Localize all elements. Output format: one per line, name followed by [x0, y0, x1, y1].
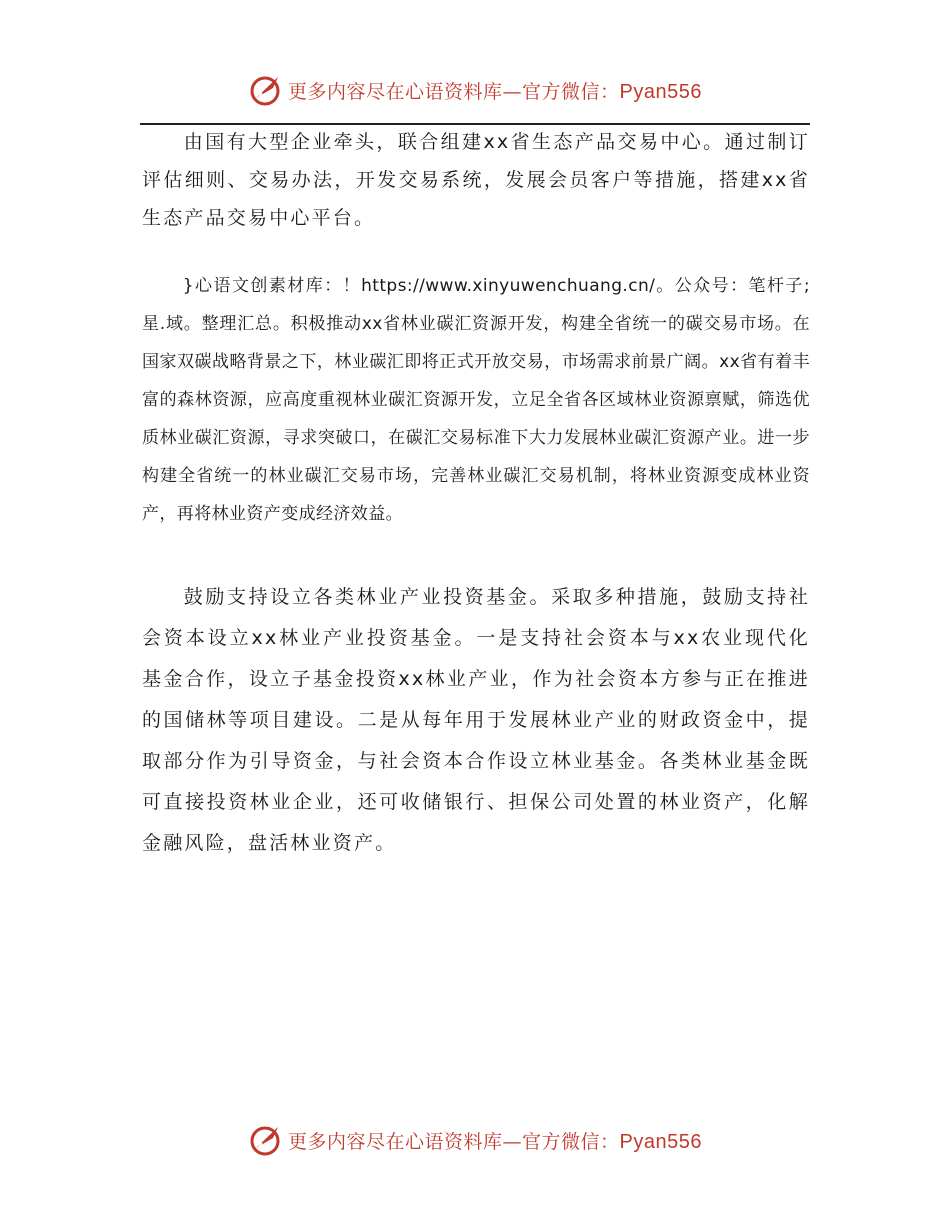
- header-banner-text: 更多内容尽在心语资料库—官方微信：Pyan556: [288, 80, 702, 103]
- footer-banner: [0, 1120, 950, 1160]
- header-wechat-id: Pyan556: [619, 80, 702, 103]
- quill-logo-icon: [248, 1122, 284, 1158]
- header-banner: [0, 70, 950, 110]
- paragraph-3: 鼓励支持设立各类林业产业投资基金。采取多种措施，鼓励支持社会资本设立xx林业产业投资基金。一是支持社会资本与xx农业现代化基金合作，设立子基金投资xx林业产业，作为社会资本方参与正在推进的国储林等项目建设。二是从每年用于发展林业产业的财政资金中，提取部分作为引导资金，与社会资本合作设立林业基金。各类林业基金既可直接投资林业企业，还可收储银行、担保公司处置的林业资产，化解金融风险，盘活林业资产。: [142, 586, 810, 854]
- quill-logo-icon: [248, 72, 284, 108]
- footer-wechat-id: Pyan556: [619, 1130, 702, 1153]
- paragraph-2: }心语文创素材库：！https://www.xinyuwenchuang.cn/。公众号：笔杆子;星.域。整理汇总。积极推动xx省林业碳汇资源开发，构建全省统一的碳交易市场。在国家双碳战略背景之下，林业碳汇即将正式开放交易，市场需求前景广阔。xx省有着丰富的森林资源，应高度重视林业碳汇资源开发，立足全省各区域林业资源禀赋，筛选优质林业碳汇资源，寻求突破口，在碳汇交易标准下大力发展林业碳汇资源产业。进一步构建全省统一的林业碳汇交易市场，完善林业碳汇交易机制，将林业资源变成林业资产，再将林业资产变成经济效益。: [142, 276, 810, 524]
- footer-banner-text: 更多内容尽在心语资料库—官方微信：Pyan556: [288, 1130, 702, 1153]
- paragraph-1: 由国有大型企业牵头，联合组建xx省生态产品交易中心。通过制订评估细则、交易办法，开发交易系统，发展会员客户等措施，搭建xx省生态产品交易中心平台。: [142, 131, 810, 229]
